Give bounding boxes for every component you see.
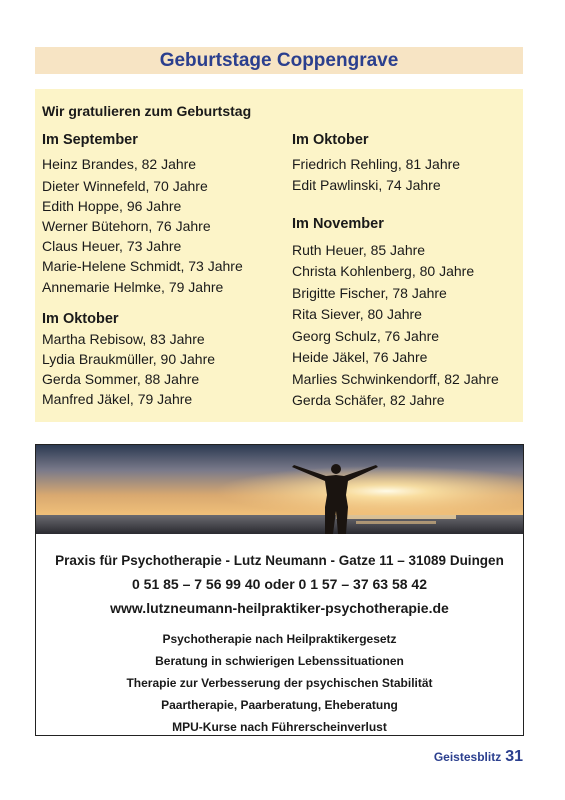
phone-numbers: 0 51 85 – 7 56 99 40 oder 0 1 57 – 37 63 58 42 — [131, 576, 427, 592]
birthday-entry: Marlies Schwinkendorff, 82 Jahre — [292, 371, 499, 387]
birthday-entry: Gerda Schäfer, 82 Jahre — [292, 392, 445, 408]
birthday-entry: Christa Kohlenberg, 80 Jahre — [292, 263, 475, 279]
birthday-entry: Werner Bütehorn, 76 Jahre — [42, 218, 211, 234]
month-heading: Im September — [42, 132, 138, 148]
birthday-entry: Georg Schulz, 76 Jahre — [292, 328, 440, 344]
magazine-name: Geistesblitz — [433, 750, 502, 764]
birthday-entry: Edith Hoppe, 96 Jahre — [42, 198, 182, 214]
birthday-entry: Manfred Jäkel, 79 Jahre — [42, 391, 193, 407]
service-item: Paartherapie, Paarberatung, Eheberatung — [161, 698, 398, 712]
birthday-entry: Lydia Braukmüller, 90 Jahre — [42, 351, 216, 367]
birthday-entry: Heide Jäkel, 76 Jahre — [292, 349, 428, 365]
title-banner — [35, 47, 523, 74]
ad-text — [36, 549, 523, 738]
month-heading: Im November — [292, 216, 384, 232]
page-number: 31 — [505, 748, 523, 765]
website-link[interactable]: www.lutzneumann-heilpraktiker-psychotherapie.de — [110, 600, 449, 616]
birthday-entry: Heinz Brandes, 82 Jahre — [42, 156, 197, 172]
page-footer — [434, 748, 523, 766]
birthday-entry: Martha Rebisow, 83 Jahre — [42, 331, 205, 347]
service-item: Psychotherapie nach Heilpraktikergesetz — [162, 632, 397, 646]
birthday-entry: Friedrich Rehling, 81 Jahre — [292, 156, 461, 172]
service-item: Therapie zur Verbesserung der psychischen Stabilität — [126, 676, 433, 690]
sunset-photo — [36, 445, 523, 534]
advertisement — [35, 444, 524, 736]
birthday-entry: Marie-Helene Schmidt, 73 Jahre — [42, 258, 243, 274]
birthday-entry: Annemarie Helmke, 79 Jahre — [42, 279, 224, 295]
birthday-box — [35, 89, 523, 422]
service-item: Beratung in schwierigen Lebenssituationen — [155, 654, 404, 668]
month-heading: Im Oktober — [292, 132, 369, 148]
birthday-entry: Dieter Winnefeld, 70 Jahre — [42, 178, 208, 194]
birthday-entry: Claus Heuer, 73 Jahre — [42, 238, 182, 254]
birthday-entry: Ruth Heuer, 85 Jahre — [292, 242, 426, 258]
page-title: Geburtstage Coppengrave — [159, 50, 399, 71]
birthday-entry: Gerda Sommer, 88 Jahre — [42, 371, 200, 387]
intro-heading: Wir gratulieren zum Geburtstag — [42, 103, 252, 119]
birthday-entry: Rita Siever, 80 Jahre — [292, 306, 422, 322]
birthday-entry: Brigitte Fischer, 78 Jahre — [292, 285, 447, 301]
month-heading: Im Oktober — [42, 311, 119, 327]
practice-address: Praxis für Psychotherapie - Lutz Neumann - Gatze 11 – 31089 Duingen — [55, 553, 504, 568]
birthday-entry: Edit Pawlinski, 74 Jahre — [292, 177, 441, 193]
service-item: MPU-Kurse nach Führerscheinverlust — [172, 720, 387, 734]
